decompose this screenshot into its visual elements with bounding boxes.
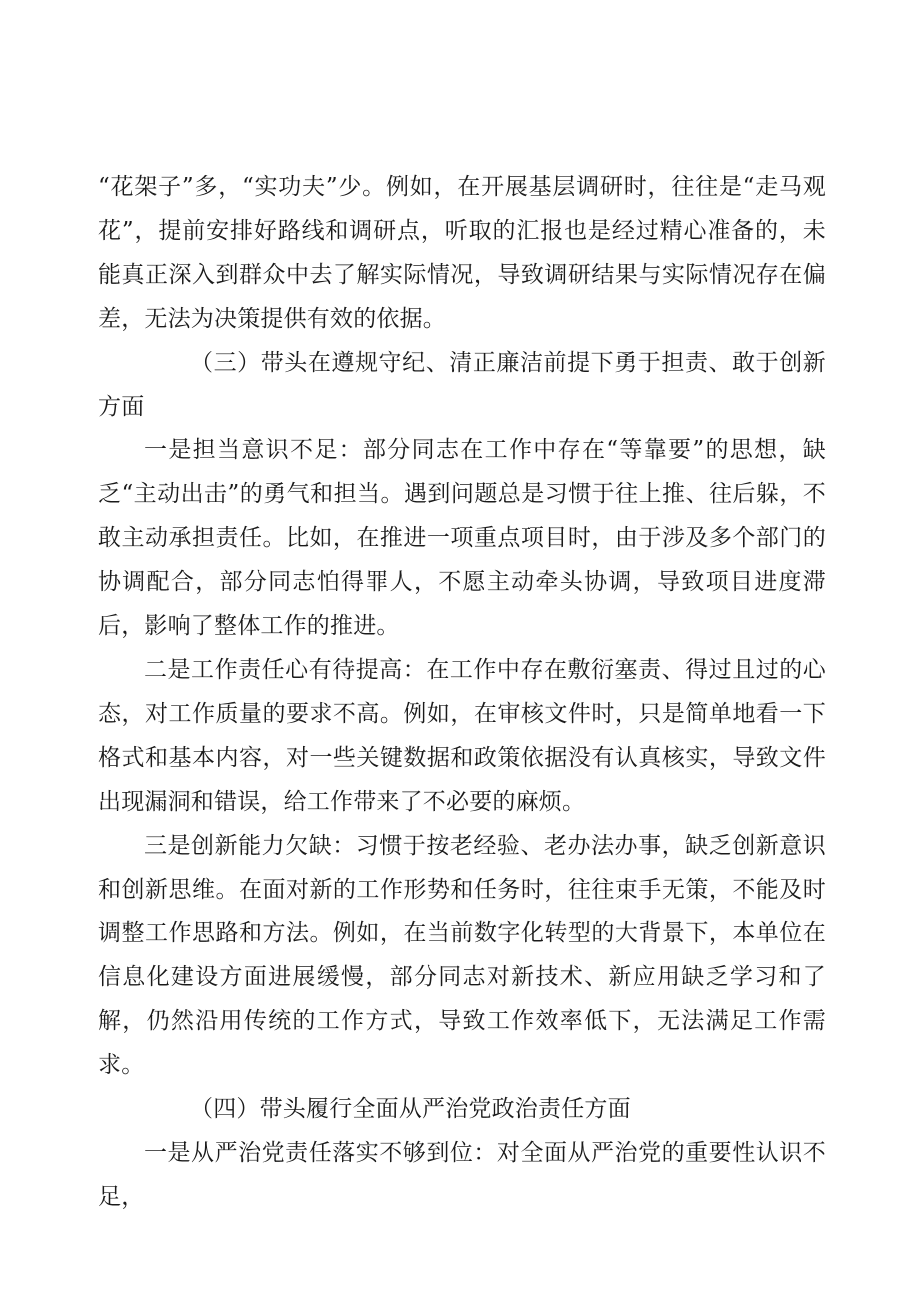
paragraph-continuation: “花架子”多，“实功夫”少。例如，在开展基层调研时，往往是“走马观花”，提前安排好路线和调研点，听取的汇报也是经过精心准备的，未能真正深入到群众中去了解实际情况，导致调研结果与实际情况存在偏差，无法为决策提供有效的依据。: [98, 174, 826, 332]
paragraph-party-discipline: 一是从严治党责任落实不够到位：对全面从严治党的重要性认识不足，: [98, 1139, 826, 1210]
document-body: [98, 166, 826, 1220]
paragraph-responsibility: 一是担当意识不足：部分同志在工作中存在“等靠要”的思想，缺乏“主动出击”的勇气和担当。遇到问题总是习惯于往上推、往后躲，不敢主动承担责任。比如，在推进一项重点项目时，由于涉及多个部门的协调配合，部分同志怕得罪人，不愿主动牵头协调，导致项目进度滞后，影响了整体工作的推进。: [98, 437, 826, 640]
section-heading-4: （四）带头履行全面从严治党政治责任方面: [190, 1096, 631, 1123]
paragraph-diligence: 二是工作责任心有待提高：在工作中存在敷衍塞责、得过且过的心态，对工作质量的要求不高。例如，在审核文件时，只是简单地看一下格式和基本内容，对一些关键数据和政策依据没有认真核实，导致文件出现漏洞和错误，给工作带来了不必要的麻烦。: [98, 656, 826, 815]
paragraph-innovation: 三是创新能力欠缺：习惯于按老经验、老办法办事，缺乏创新意识和创新思维。在面对新的工作形势和任务时，往往束手无策，不能及时调整工作思路和方法。例如，在当前数字化转型的大背景下，本单位在信息化建设方面进展缓慢，部分同志对新技术、新应用缺乏学习和了解，仍然沿用传统的工作方式，导致工作效率低下，无法满足工作需求。: [98, 832, 826, 1079]
section-heading-3: （三）带头在遵规守纪、清正廉洁前提下勇于担责、敢于创新方面: [98, 349, 826, 420]
